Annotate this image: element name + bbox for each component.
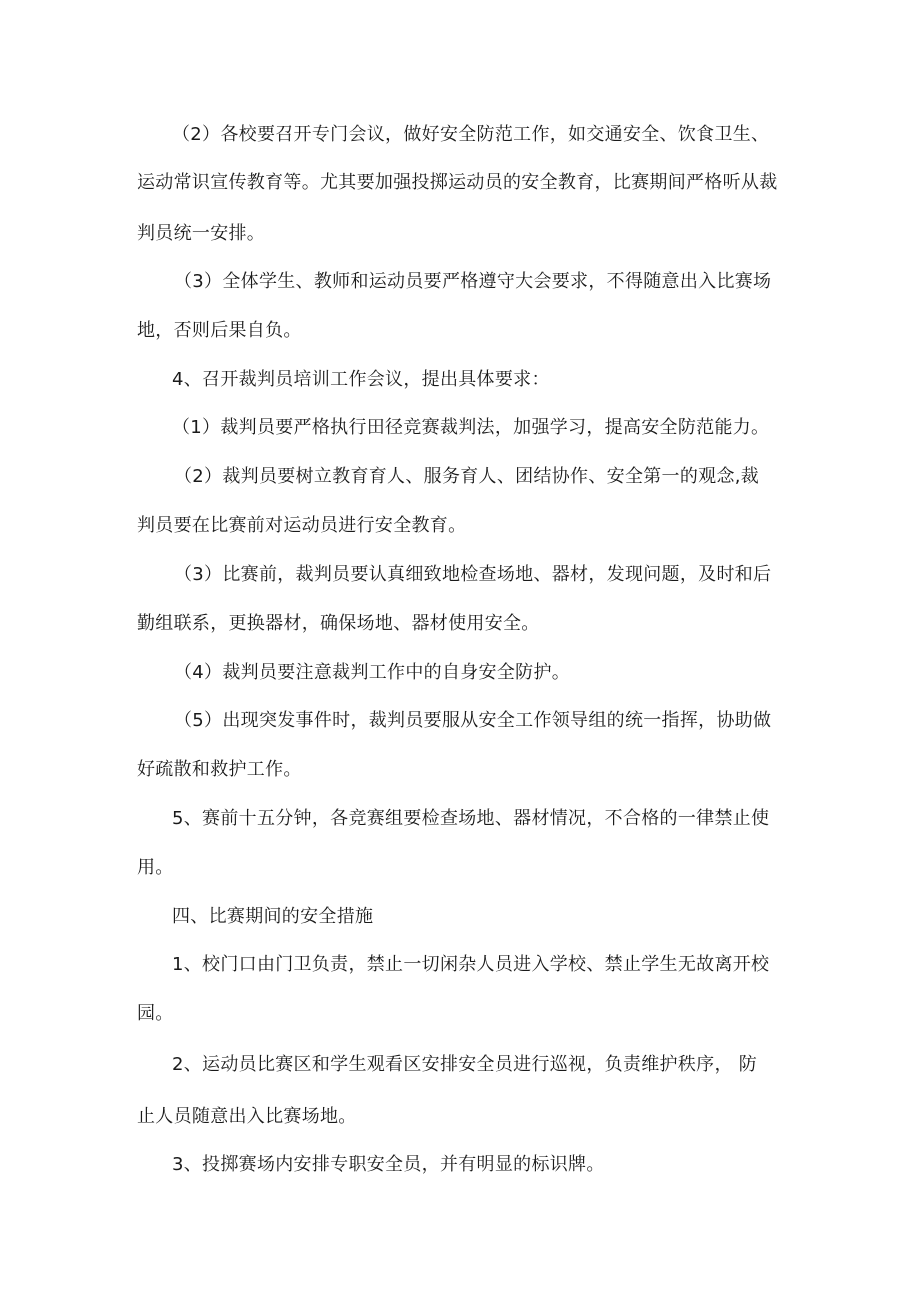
- paragraph-line: （1）裁判员要严格执行田径竞赛裁判法，加强学习，提高安全防范能力。: [172, 417, 770, 438]
- paragraph-line: （5）出现突发事件时，裁判员要服从安全工作领导组的统一指挥，协助做: [174, 710, 772, 731]
- paragraph-line: 地，否则后果自负。: [137, 320, 302, 341]
- paragraph-line: 园。: [137, 1003, 174, 1024]
- paragraph-line: 勤组联系，更换器材，确保场地、器材使用安全。: [137, 613, 540, 634]
- paragraph-line: （3）全体学生、教师和运动员要严格遵守大会要求，不得随意出入比赛场: [174, 271, 772, 292]
- paragraph-line: （2）各校要召开专门会议，做好安全防范工作，如交通安全、饮食卫生、: [172, 124, 770, 145]
- paragraph-line: 运动常识宣传教育等。尤其要加强投掷运动员的安全教育，比赛期间严格听从裁: [137, 172, 778, 193]
- paragraph-line: （4）裁判员要注意裁判工作中的自身安全防护。: [174, 662, 571, 683]
- paragraph-line: 2、运动员比赛区和学生观看区安排安全员进行巡视，负责维护秩序， 防: [172, 1054, 758, 1075]
- paragraph-line: 1、校门口由门卫负责，禁止一切闲杂人员进入学校、禁止学生无故离开校: [172, 954, 770, 975]
- paragraph-line: 止人员随意出入比赛场地。: [137, 1106, 357, 1127]
- paragraph-line: 5、赛前十五分钟，各竞赛组要检查场地、器材情况，不合格的一律禁止使: [172, 808, 770, 829]
- paragraph-line: 判员要在比赛前对运动员进行安全教育。: [137, 515, 467, 536]
- paragraph-line: 判员统一安排。: [137, 223, 266, 244]
- paragraph-line: 3、投掷赛场内安排专职安全员，并有明显的标识牌。: [172, 1154, 605, 1175]
- section-heading: 4、召开裁判员培训工作会议，提出具体要求：: [172, 369, 550, 390]
- paragraph-line: 用。: [137, 857, 174, 878]
- paragraph-line: （2）裁判员要树立教育育人、服务育人、团结协作、安全第一的观念,裁: [174, 466, 760, 487]
- paragraph-line: 好疏散和救护工作。: [137, 759, 302, 780]
- section-heading: 四、比赛期间的安全措施: [172, 906, 374, 927]
- paragraph-line: （3）比赛前，裁判员要认真细致地检查场地、器材，发现问题，及时和后: [174, 564, 772, 585]
